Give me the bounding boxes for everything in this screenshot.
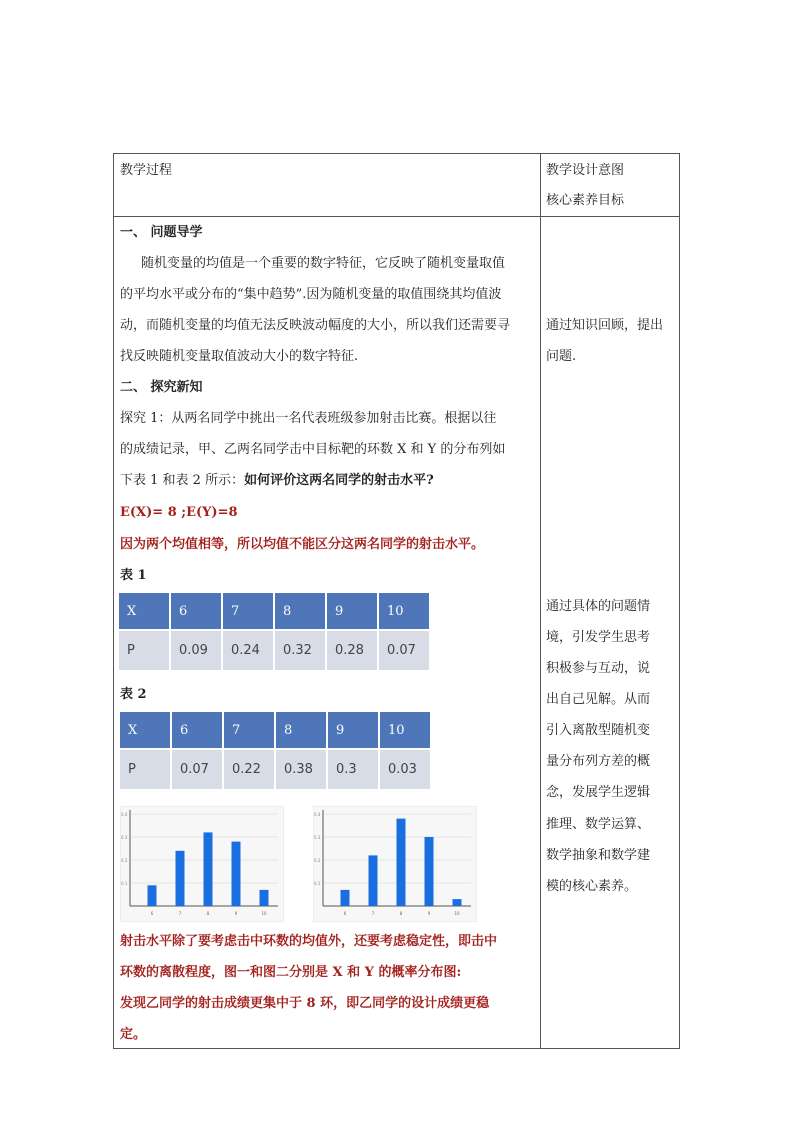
- bar: [148, 885, 157, 906]
- explore-line3-text: 下表 1 和表 2 所示：: [120, 473, 245, 488]
- bar: [397, 819, 406, 906]
- bar: [425, 837, 434, 906]
- bar: [341, 890, 350, 906]
- note2-line1: 通过具体的问题情: [546, 599, 651, 614]
- note1-line1: 通过知识回顾，提出: [546, 318, 664, 333]
- table1-header-cell: 8: [275, 593, 325, 629]
- section1-line2: 的平均水平或分布的“集中趋势”.因为随机变量的取值围绕其均值波: [120, 287, 502, 302]
- table1-cell: 0.32: [275, 631, 325, 670]
- note2-line6: 量分布列方差的概: [546, 754, 651, 769]
- table1-label: 表 1: [120, 568, 147, 583]
- chart-background: [120, 806, 284, 922]
- explore-line2: 的成绩记录，甲、乙两名同学击中目标靶的环数 X 和 Y 的分布列如: [120, 442, 506, 457]
- table2-header-cell: 9: [328, 712, 378, 748]
- note2-line9: 数学抽象和数学建: [546, 848, 651, 863]
- table2-cell: 0.03: [380, 750, 430, 789]
- x-tick-label: 9: [234, 911, 238, 916]
- note2-line2: 境，引发学生思考: [546, 630, 651, 645]
- bar: [453, 899, 462, 906]
- chart-background: [313, 806, 477, 922]
- x-tick-label: 6: [343, 911, 347, 916]
- bar: [260, 890, 269, 906]
- table1-cell: 0.24: [223, 631, 273, 670]
- distribution-chart-y: [313, 806, 477, 922]
- y-tick-label: 0.3: [314, 835, 321, 840]
- table1-cell: 0.09: [171, 631, 221, 670]
- table1-header-cell: 7: [223, 593, 273, 629]
- table2-header-cell: 10: [380, 712, 430, 748]
- x-tick-label: 8: [206, 911, 210, 916]
- distribution-table-2: [118, 710, 432, 791]
- table2-header-cell: 7: [224, 712, 274, 748]
- table2-label: 表 2: [120, 687, 147, 702]
- y-tick-label: 0.2: [121, 858, 128, 863]
- stability-line4: 定。: [120, 1027, 147, 1042]
- note2-line3: 积极参与互动，说: [546, 661, 651, 676]
- section1-title: 一、 问题导学: [120, 225, 203, 240]
- section2-title: 二、 探究新知: [120, 380, 203, 395]
- table2-header-cell: X: [120, 712, 170, 748]
- section1-line1: 随机变量的均值是一个重要的数字特征，它反映了随机变量取值: [141, 256, 506, 271]
- note2-line8: 推理、数学运算、: [546, 817, 651, 832]
- stability-line1: 射击水平除了要考虑击中环数的均值外，还要考虑稳定性，即击中: [120, 934, 498, 949]
- x-tick-label: 8: [399, 911, 403, 916]
- table1-cell: 0.28: [327, 631, 377, 670]
- bar: [369, 855, 378, 906]
- table1-header-cell: 10: [379, 593, 429, 629]
- table2-cell: 0.38: [276, 750, 326, 789]
- explore-line1: 探究 1：从两名同学中挑出一名代表班级参加射击比赛。根据以往: [120, 411, 497, 426]
- bar: [176, 851, 185, 906]
- header-core-goal: 核心素养目标: [546, 193, 625, 208]
- y-tick-label: 0.1: [314, 881, 321, 886]
- expectation: E(X)= 8 ;E(Y)=8: [120, 505, 238, 520]
- x-tick-label: 10: [454, 911, 460, 916]
- note2-line5: 引入离散型随机变: [546, 723, 651, 738]
- note2-line4: 出自己见解。从而: [546, 692, 651, 707]
- table2-cell: 0.22: [224, 750, 274, 789]
- note1-line2: 问题.: [546, 349, 577, 364]
- y-tick-label: 0.3: [121, 835, 128, 840]
- note2-line7: 念，发展学生逻辑: [546, 785, 651, 800]
- header-teaching-process: 教学过程: [120, 163, 173, 178]
- explore-question: 如何评价这两名同学的射击水平?: [244, 473, 434, 488]
- table1-header-cell: X: [119, 593, 169, 629]
- y-tick-label: 0.4: [121, 812, 128, 817]
- x-tick-label: 9: [427, 911, 431, 916]
- y-tick-label: 0.2: [314, 858, 321, 863]
- note2-line10: 模的核心素养。: [546, 879, 638, 894]
- stability-line2: 环数的离散程度，图一和图二分别是 X 和 Y 的概率分布图:: [120, 965, 462, 980]
- column-divider: [540, 154, 541, 1048]
- table1-header-cell: 9: [327, 593, 377, 629]
- header-design-intent: 教学设计意图: [546, 163, 625, 178]
- x-tick-label: 10: [261, 911, 267, 916]
- x-tick-label: 7: [178, 911, 182, 916]
- table1-cell: 0.07: [379, 631, 429, 670]
- distribution-table-1: [117, 591, 431, 672]
- stability-line3: 发现乙同学的射击成绩更集中于 8 环，即乙同学的设计成绩更稳: [120, 996, 490, 1011]
- conclusion-mean: 因为两个均值相等，所以均值不能区分这两名同学的射击水平。: [120, 537, 485, 552]
- table2-cell: 0.3: [328, 750, 378, 789]
- bar: [232, 842, 241, 906]
- table2-header-cell: 6: [172, 712, 222, 748]
- y-tick-label: 0.1: [121, 881, 128, 886]
- y-tick-label: 0.4: [314, 812, 321, 817]
- x-tick-label: 6: [150, 911, 154, 916]
- explore-line3: [120, 473, 434, 489]
- bar: [204, 832, 213, 906]
- distribution-chart-x: [120, 806, 284, 922]
- table2-header-cell: 8: [276, 712, 326, 748]
- header-divider: [114, 216, 679, 217]
- table2-cell: P: [120, 750, 170, 789]
- section1-line3: 动，而随机变量的均值无法反映波动幅度的大小，所以我们还需要寻: [120, 318, 511, 333]
- x-tick-label: 7: [371, 911, 375, 916]
- table1-header-cell: 6: [171, 593, 221, 629]
- table1-cell: P: [119, 631, 169, 670]
- table2-cell: 0.07: [172, 750, 222, 789]
- section1-line4: 找反映随机变量取值波动大小的数字特征.: [120, 349, 359, 364]
